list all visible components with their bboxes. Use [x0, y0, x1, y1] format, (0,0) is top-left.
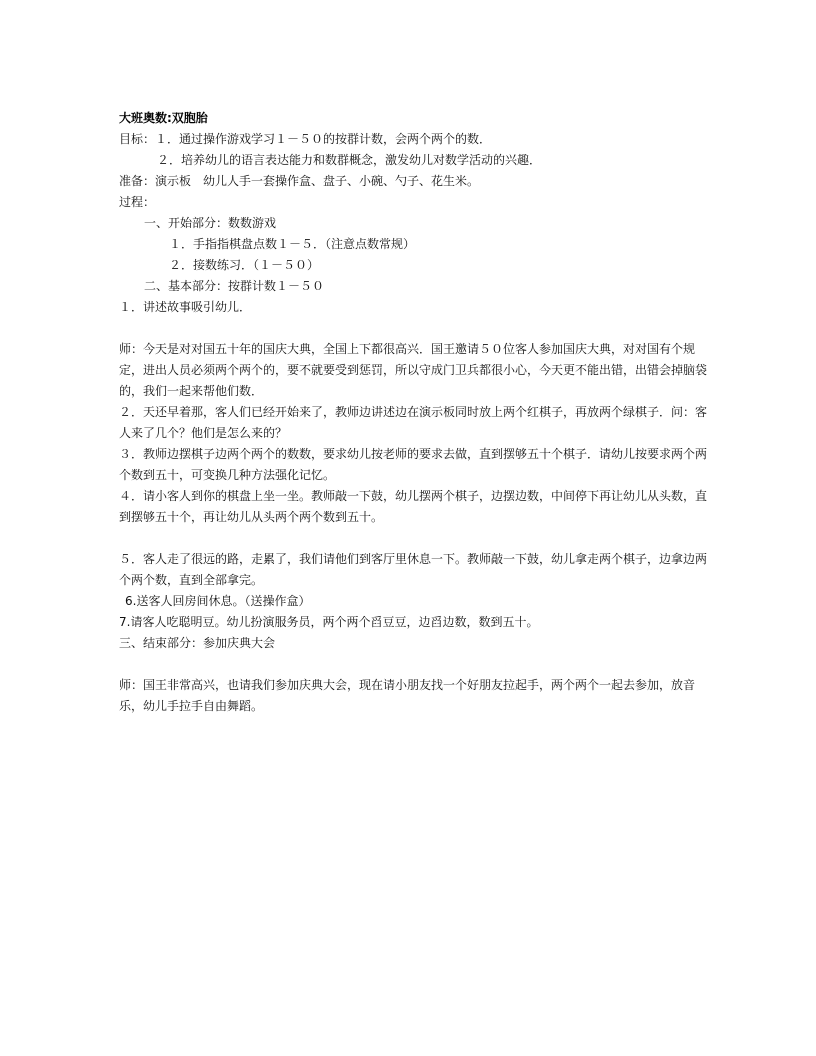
spacer [119, 654, 709, 675]
spacer [119, 318, 709, 339]
step-1: １．讲述故事吸引幼儿． [119, 300, 252, 314]
document-body [119, 108, 709, 717]
spacer [119, 528, 709, 549]
goal-line-1: 目标：１．通过操作游戏学习１－５０的按群计数，会两个两个的数． [119, 132, 492, 146]
part-one-heading: 一、开始部分：数数游戏 [144, 216, 277, 230]
preparation-line: 准备：演示板 幼儿人手一套操作盒、盘子、小碗、勺子、花生米。 [119, 174, 480, 188]
part-one-item-1: １．手指指棋盘点数１－５．（注意点数常规） [169, 237, 416, 251]
goal-line-2: ２．培养幼儿的语言表达能力和数群概念，激发幼儿对数学活动的兴趣． [157, 153, 542, 167]
step-6: 6.送客人回房间休息。（送操作盒） [125, 594, 311, 608]
step-5: ５．客人走了很远的路，走累了，我们请他们到客厅里休息一下。教师敲一下鼓，幼儿拿走两个棋子，边拿边两个两个数，直到全部拿完。 [119, 552, 708, 587]
step-2: ２．天还早着那，客人们已经开始来了，教师边讲述边在演示板同时放上两个红棋子，再放两个绿棋子．问：客人来了几个？他们是怎么来的？ [119, 405, 708, 440]
part-three-heading: 三、结束部分：参加庆典大会 [119, 636, 276, 650]
part-two-heading: 二、基本部分：按群计数１－５０ [144, 279, 325, 293]
step-7: 7.请客人吃聪明豆。幼儿扮演服务员，两个两个舀豆豆，边舀边数，数到五十。 [119, 615, 539, 629]
process-heading: 过程： [119, 195, 156, 209]
step-4: ４．请小客人到你的棋盘上坐一坐。教师敲一下鼓，幼儿摆两个棋子，边摆边数，中间停下再让幼儿从头数，直到摆够五十个，再让幼儿从头两个两个数到五十。 [119, 489, 708, 524]
document-title: 大班奥数:双胞胎 [119, 111, 208, 125]
story-paragraph: 师：今天是对对国五十年的国庆大典，全国上下都很高兴．国王邀请５０位客人参加国庆大典，对对国有个规定，进出人员必须两个两个的，要不就要受到惩罚，所以守成门卫兵都很小心，今天更不能出错，出错会掉脑袋的，我们一起来帮他们数． [119, 342, 708, 398]
step-3: ３．教师边摆棋子边两个两个的数数，要求幼儿按老师的要求去做，直到摆够五十个棋子．请幼儿按要求两个两个数到五十，可变换几种方法强化记忆。 [119, 447, 708, 482]
part-one-item-2: ２．接数练习．（１－５０） [169, 258, 320, 272]
ending-paragraph: 师：国王非常高兴，也请我们参加庆典大会，现在请小朋友找一个好朋友拉起手，两个两个一起去参加，放音乐，幼儿手拉手自由舞蹈。 [119, 678, 696, 713]
